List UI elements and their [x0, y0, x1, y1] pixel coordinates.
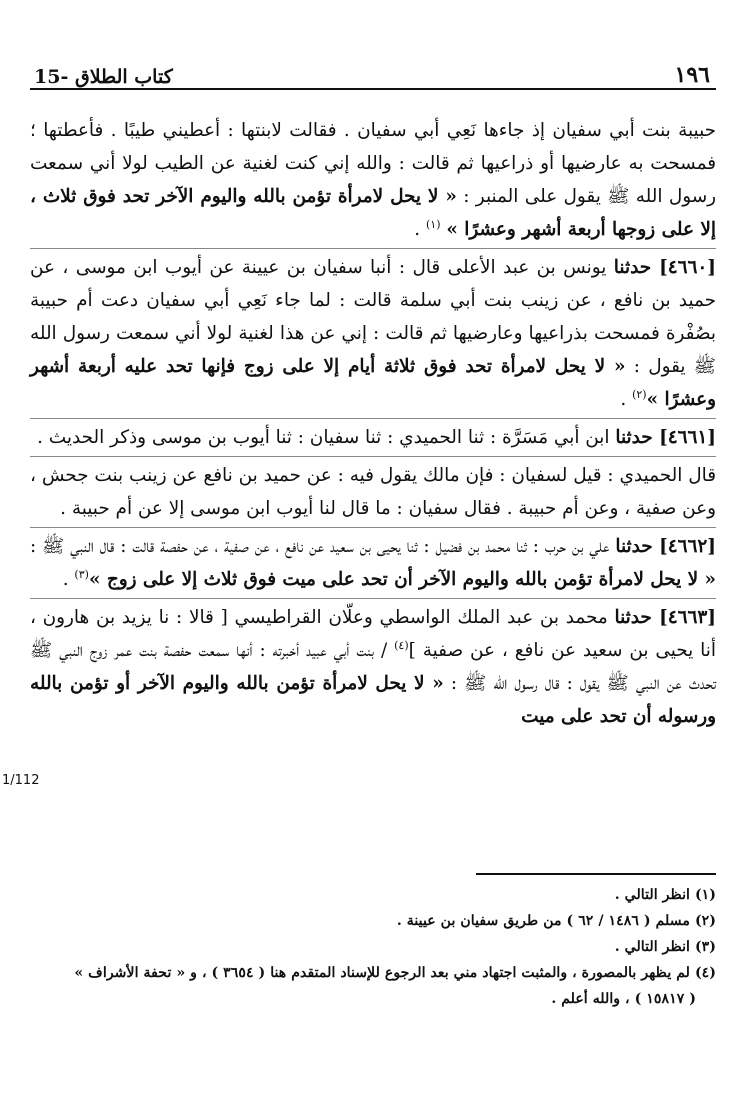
paragraph-tail: / بنت أبي عبيد أخبرته : أنها سمعت حفصة بنت عمر زوج النبي ﷺ تحدث عن النبي ﷺ يقول : قال رسول الله ﷺ :: [30, 640, 716, 694]
page-header: [30, 56, 716, 90]
chapter-title: 15- كتاب الطلاق: [34, 66, 173, 88]
hadith-number: [٤٦٦١] حدثنا: [615, 427, 716, 448]
footnote-4: [30, 960, 716, 986]
hadith-number: [٤٦٦٢] حدثنا: [615, 536, 716, 557]
paragraph-text: محمد بن عبد الملك الواسطي وعلّان القراطيسي [ قالا : نا يزيد بن هارون ، أنا يحيى بن سعيد عن نافع ، عن صفية ]: [30, 607, 716, 661]
footnote-marker: (١): [426, 217, 441, 231]
paragraph-text: حبيبة بنت أبي سفيان إذ جاءها نَعِي أبي سفيان . فقالت لابنتها : أعطيني طيبًا . فأعطتها ؛ فمسحت به عارضيها أو ذراعيها ثم قالت : والله إني كنت لغنية عن الطيب لولا أني سمعت رسول الله ﷺ يقول على المنبر :: [30, 120, 716, 207]
hadith-number: [٤٦٦٠] حدثنا: [613, 257, 716, 278]
footnote-text: مسلم ( ١٤٨٦ / ٦٢ ) من طريق سفيان بن عيينة .: [396, 913, 690, 929]
footnote-text: انظر التالي .: [614, 939, 690, 955]
page: [30, 56, 716, 733]
paragraph-tail: .: [620, 389, 633, 410]
footnote-number: (٣): [694, 939, 716, 955]
footnote-1: [30, 882, 716, 908]
footnote-text: لم يظهر بالمصورة ، والمثبت اجتهاد مني بعد الرجوع للإسناد المتقدم هنا ( ٣٦٥٤ ) ، و « تحفة الأشراف »: [74, 965, 690, 981]
footnotes: [30, 882, 716, 1012]
footnote-marker: (٤): [394, 638, 409, 652]
footnote-text: انظر التالي .: [614, 887, 690, 903]
paragraph-text: علي بن حرب : ثنا محمد بن فضيل : ثنا يحيى بن سعيد عن نافع ، عن صفية ، عن حفصة قالت : قال النبي ﷺ :: [30, 536, 616, 557]
hadith-4663: [30, 598, 716, 733]
paragraph-tail: .: [62, 569, 75, 590]
paragraph-text: قال الحميدي : قيل لسفيان : فإن مالك يقول فيه : عن حميد بن نافع عن زينب بنت جحش ، وعن صفية ، وعن أم حبيبة . فقال سفيان : ما قال لنا أيوب ابن موسى إلا عن أم حبيبة .: [30, 465, 716, 519]
footnote-number: (٢): [694, 913, 716, 929]
footnote-4-continued: [30, 986, 716, 1012]
manuscript-folio-note: 1/112: [2, 773, 40, 788]
hadith-4662: [30, 527, 716, 596]
footnote-2: [30, 908, 716, 934]
paragraph-intro: [30, 114, 716, 246]
hadith-quote: « لا يحل لامرأة تؤمن بالله واليوم الآخر أو تؤمن بالله ورسوله أن تحد على ميت: [30, 673, 716, 727]
footnote-number: (١): [694, 887, 716, 903]
hadith-4661: [30, 418, 716, 454]
paragraph-text: ابن أبي مَسَرَّة : ثنا الحميدي : ثنا سفيان : ثنا أيوب بن موسى وذكر الحديث .: [37, 427, 616, 448]
main-text: [30, 114, 716, 733]
footnote-divider: [476, 873, 716, 875]
hadith-4660: [30, 248, 716, 416]
footnote-3: [30, 934, 716, 960]
footnote-text: ( ١٥٨١٧ ) ، والله أعلم .: [551, 991, 696, 1007]
hadith-quote: « لا يحل لامرأة تحد فوق ثلاثة أيام إلا على زوج فإنها تحد عليه أربعة أشهر وعشرًا »: [30, 356, 716, 410]
commentary-humaydi: [30, 456, 716, 525]
footnote-number: (٤): [694, 965, 716, 981]
footnote-marker: (٣): [74, 567, 89, 581]
paragraph-text: يونس بن عبد الأعلى قال : أنبا سفيان بن عيينة عن أيوب ابن موسى ، عن حميد بن نافع ، عن زينب بنت أبي سلمة قالت : لما جاء نَعِي أبي سفيان دعت أم حبيبة بصُفْرة فمسحت بذراعيها وعارضيها ثم قالت : إني عن هذا لغنية لولا أني سمعت رسول الله ﷺ يقول :: [30, 257, 716, 377]
hadith-quote: « لا يحل لامرأة تؤمن بالله واليوم الآخر تحد فوق ثلاث ، إلا على زوجها أربعة أشهر وعشرًا »: [30, 186, 716, 240]
hadith-number: [٤٦٦٣] حدثنا: [614, 607, 716, 628]
hadith-quote: « لا يحل لامرأة تؤمن بالله واليوم الآخر أن تحد على ميت فوق ثلاث إلا على زوج »: [88, 569, 716, 590]
footnote-marker: (٢): [632, 387, 647, 401]
paragraph-tail: .: [414, 219, 426, 240]
page-number: ١٩٦: [674, 62, 710, 88]
